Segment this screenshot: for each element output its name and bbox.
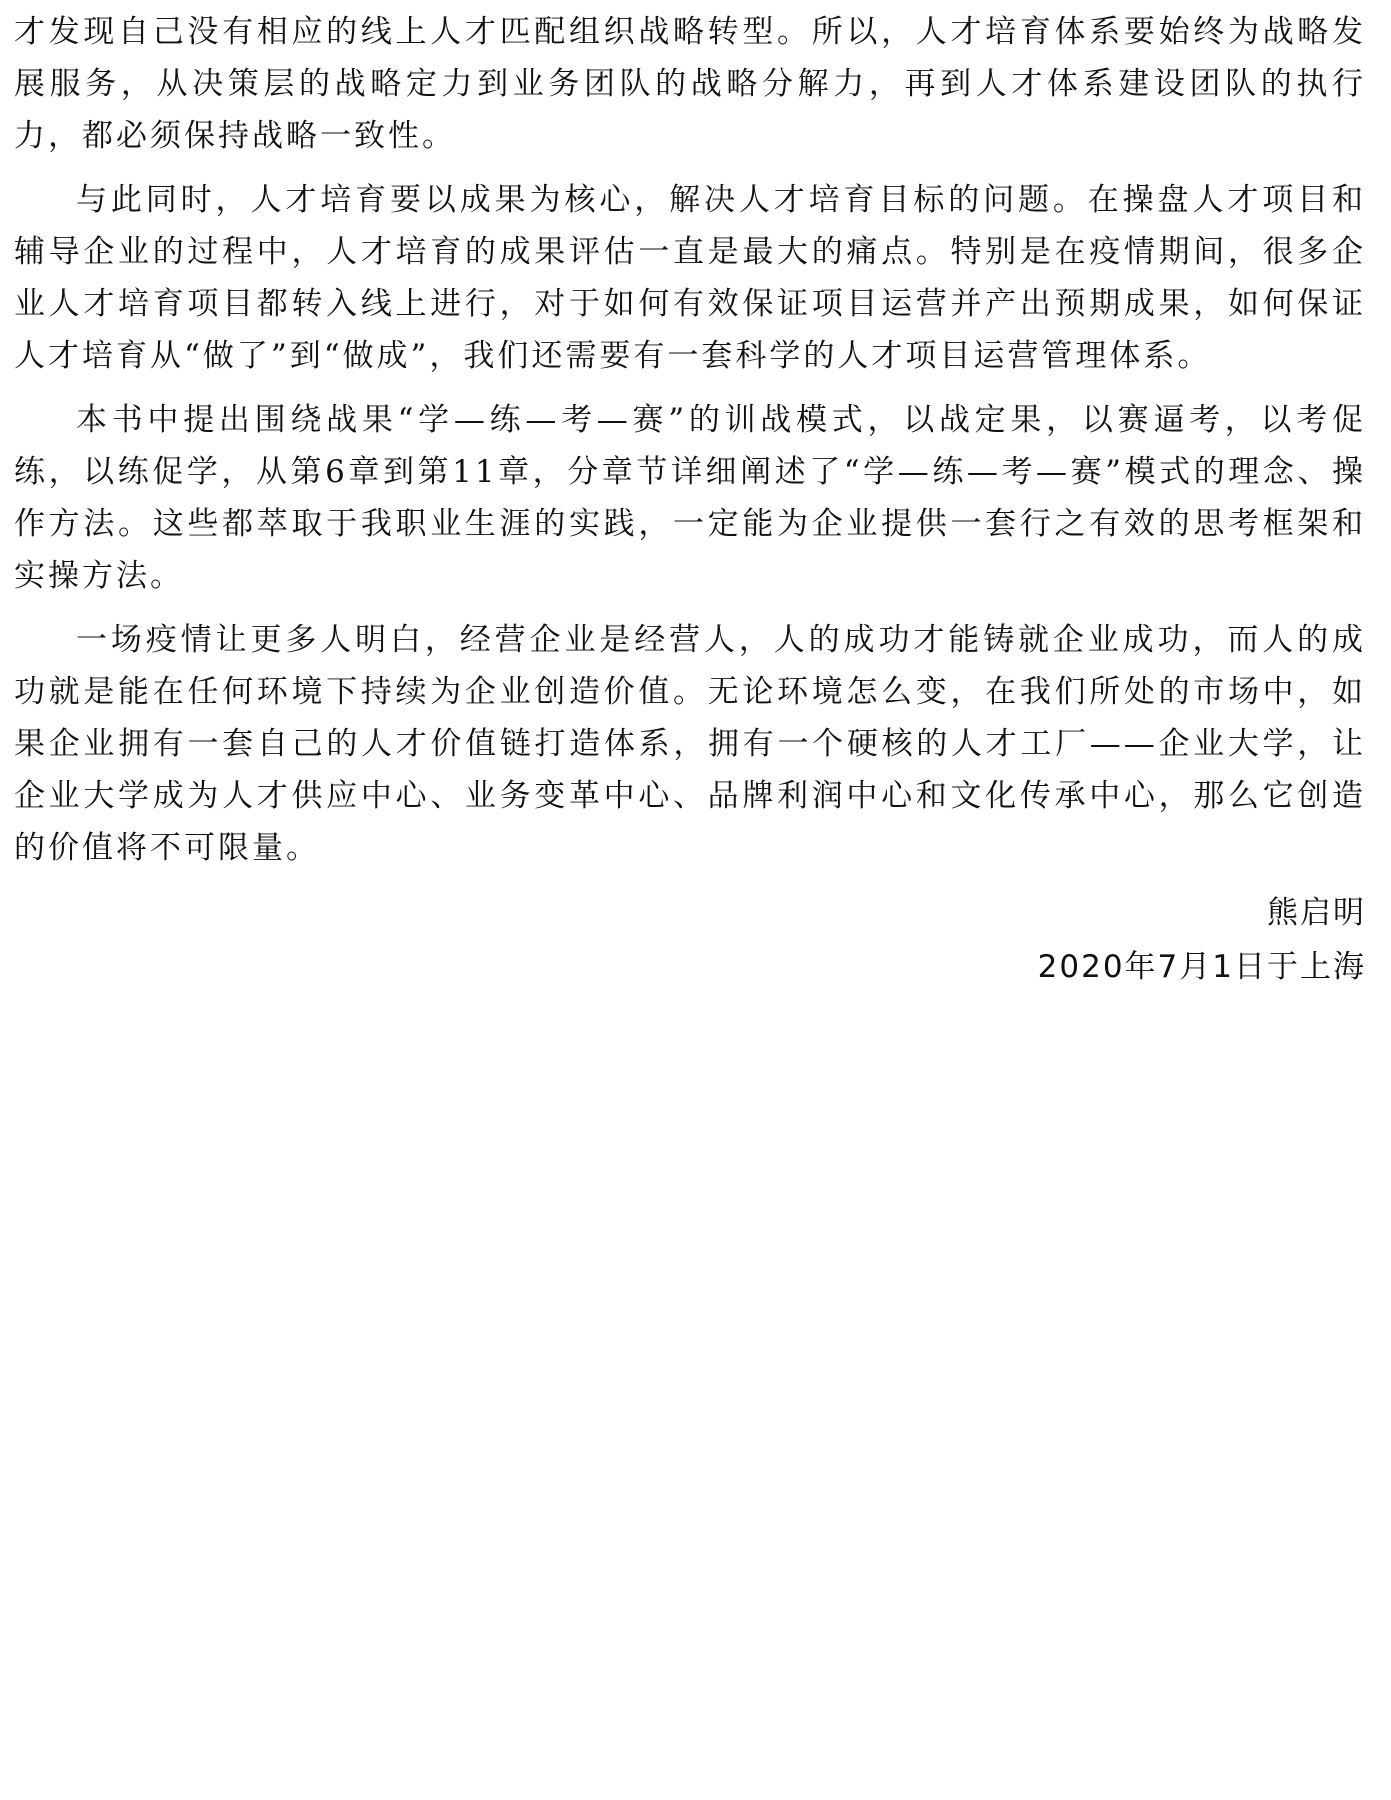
signature-block <box>14 886 1366 994</box>
date-place: 2020年7月1日于上海 <box>1037 949 1366 985</box>
paragraph-outcomes: 与此同时，人才培育要以成果为核心，解决人才培育目标的问题。在操盘人才项目和辅导企业的过程中，人才培育的成果评估一直是最大的痛点。特别是在疫情期间，很多企业人才培育项目都转入线上进行，对于如何有效保证项目运营并产出预期成果，如何保证人才培育从“做了”到“做成”，我们还需要有一套科学的人才项目运营管理体系。 <box>14 182 1366 374</box>
paragraph-conclusion: 一场疫情让更多人明白，经营企业是经营人，人的成功才能铸就企业成功，而人的成功就是能在任何环境下持续为企业创造价值。无论环境怎么变，在我们所处的市场中，如果企业拥有一套自己的人才价值链打造体系，拥有一个硬核的人才工厂——企业大学，让企业大学成为人才供应中心、业务变革中心、品牌利润中心和文化传承中心，那么它创造的价值将不可限量。 <box>14 622 1366 866</box>
paragraph-continued: 才发现自己没有相应的线上人才匹配组织战略转型。所以，人才培育体系要始终为战略发展服务，从决策层的战略定力到业务团队的战略分解力，再到人才体系建设团队的执行力，都必须保持战略一致性。 <box>14 14 1366 154</box>
document-page <box>14 6 1366 994</box>
paragraph-training-model: 本书中提出围绕战果“学—练—考—赛”的训战模式，以战定果，以赛逼考，以考促练，以练促学，从第6章到第11章，分章节详细阐述了“学—练—考—赛”模式的理念、操作方法。这些都萃取于我职业生涯的实践，一定能为企业提供一套行之有效的思考框架和实操方法。 <box>14 402 1366 594</box>
author-name: 熊启明 <box>1267 895 1366 931</box>
